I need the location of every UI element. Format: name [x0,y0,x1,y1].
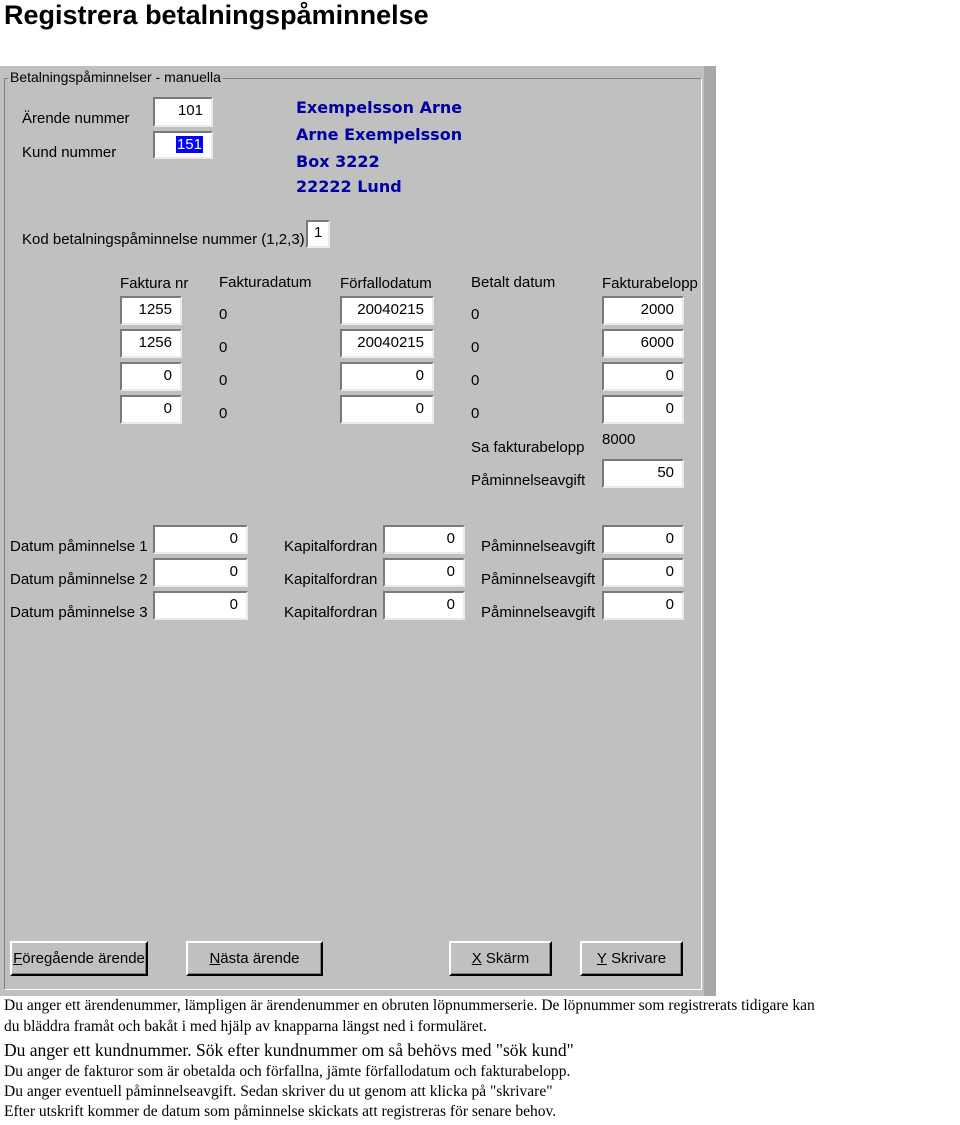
fakturabelopp-input[interactable]: 0 [602,362,684,391]
printer-button[interactable] [580,941,683,976]
reminder-avgift-input[interactable]: 0 [602,525,684,554]
fakturabelopp-input[interactable]: 2000 [602,296,684,325]
group-label: Betalningspåminnelser - manuella [10,69,221,85]
header-fakturadatum: Fakturadatum [219,274,312,291]
description-line-5: Du anger eventuell påminnelseavgift. Sedan skriver du ut genom att klicka på "skrivare" [4,1083,553,1100]
arende-input[interactable]: 101 [153,97,213,127]
next-case-label: ästa ärende [220,950,300,967]
previous-case-mnemonic: F [13,950,23,967]
address-line-2: Arne Exempelsson [296,125,463,144]
address-line-3: Box 3222 [296,152,380,171]
sum-value: 8000 [602,431,636,448]
address-line-4: 22222 Lund [296,177,402,196]
sum-label: Sa fakturabelopp [471,439,585,456]
datum-paminnelse-label: Datum påminnelse 2 [10,571,148,588]
datum-paminnelse-input[interactable]: 0 [153,591,248,620]
description-line-1: Du anger ett ärendenummer, lämpligen är ärendenummer en obruten löpnummerserie. De löpnummer som registrerats tidigare kan [4,997,815,1014]
next-case-button[interactable] [186,941,323,976]
faktura-nr-input[interactable]: 1256 [120,329,182,358]
reminder-avgift-input[interactable]: 0 [602,591,684,620]
printer-mnemonic: Y [596,950,607,967]
forfallodatum-input[interactable]: 20040215 [340,329,434,358]
faktura-nr-input[interactable]: 0 [120,395,182,424]
fakturabelopp-input[interactable]: 6000 [602,329,684,358]
datum-paminnelse-label: Datum påminnelse 3 [10,604,148,621]
arende-label: Ärende nummer [22,110,130,127]
betalt-datum-value: 0 [471,306,480,323]
kapitalfordran-input[interactable]: 0 [383,525,465,554]
fakturadatum-value: 0 [219,372,228,389]
faktura-nr-input[interactable]: 0 [120,362,182,391]
betalt-datum-value: 0 [471,405,480,422]
reminder-avgift-input[interactable]: 0 [602,558,684,587]
next-case-mnemonic: N [209,950,221,967]
header-forfallodatum: Förfallodatum [340,275,432,292]
fakturadatum-value: 0 [219,306,228,323]
form-window-edge [704,66,716,996]
reminder-avgift-label: Påminnelseavgift [481,538,596,555]
reminder-avgift-label: Påminnelseavgift [481,604,596,621]
description-line-2: du bläddra framåt och bakåt i med hjälp av knapparna längst ned i formuläret. [4,1018,487,1035]
kapitalfordran-input[interactable]: 0 [383,558,465,587]
kod-input[interactable]: 1 [306,220,330,248]
kund-input[interactable] [153,131,213,159]
screen-label: Skärm [481,950,530,967]
forfallodatum-input[interactable]: 0 [340,362,434,391]
fakturabelopp-input[interactable]: 0 [602,395,684,424]
kapitalfordran-label: Kapitalfordran [284,571,378,588]
kund-label: Kund nummer [22,144,117,161]
description-line-4: Du anger de fakturor som är obetalda och förfallna, jämte förfallodatum och fakturabelopp. [4,1063,571,1080]
betalt-datum-value: 0 [471,339,480,356]
avgift-label: Påminnelseavgift [471,472,586,489]
screen-mnemonic: X [471,950,482,967]
kapitalfordran-input[interactable]: 0 [383,591,465,620]
kapitalfordran-label: Kapitalfordran [284,604,378,621]
kapitalfordran-label: Kapitalfordran [284,538,378,555]
kod-label: Kod betalningspåminnelse nummer (1,2,3) [22,231,305,248]
group-box [4,78,702,990]
printer-label: Skrivare [606,950,667,967]
fakturadatum-value: 0 [219,405,228,422]
faktura-nr-input[interactable]: 1255 [120,296,182,325]
page-title: Registrera betalningspåminnelse [4,0,429,30]
header-faktura-nr: Faktura nr [120,275,189,292]
address-line-1: Exempelsson Arne [296,98,463,117]
description-line-6: Efter utskrift kommer de datum som påminnelse skickats att registreras för senare behov. [4,1103,557,1120]
header-betalt-datum: Betalt datum [471,274,556,291]
forfallodatum-input[interactable]: 0 [340,395,434,424]
kund-input-value: 151 [176,136,202,153]
reminder-avgift-label: Påminnelseavgift [481,571,596,588]
forfallodatum-input[interactable]: 20040215 [340,296,434,325]
header-fakturabelopp: Fakturabelopp [602,275,698,292]
description-line-3: Du anger ett kundnummer. Sök efter kundnummer om så behövs med "sök kund" [4,1040,574,1060]
fakturadatum-value: 0 [219,339,228,356]
previous-case-button[interactable] [10,941,148,976]
datum-paminnelse-input[interactable]: 0 [153,558,248,587]
datum-paminnelse-label: Datum påminnelse 1 [10,538,148,555]
previous-case-label: öregående ärende [22,950,145,967]
datum-paminnelse-input[interactable]: 0 [153,525,248,554]
screen-button[interactable] [449,941,552,976]
avgift-input[interactable]: 50 [602,459,684,488]
betalt-datum-value: 0 [471,372,480,389]
